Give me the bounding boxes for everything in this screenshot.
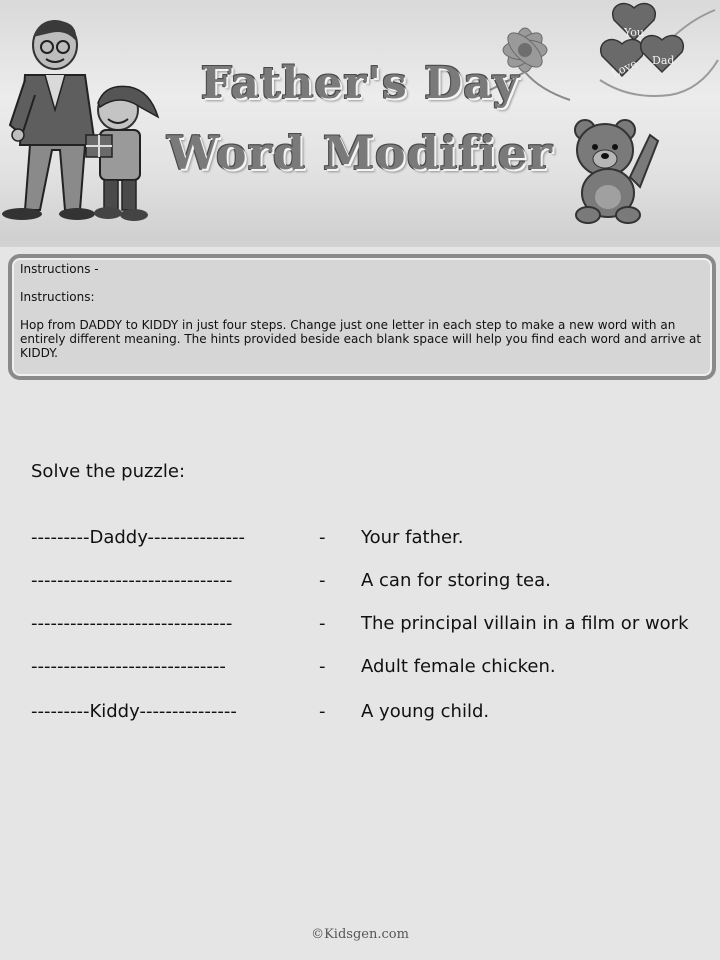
puzzle-word-blank: ---------Daddy--------------- — [31, 527, 245, 548]
puzzle-hint: A can for storing tea. — [361, 570, 551, 591]
puzzle-word-blank: ---------Kiddy--------------- — [31, 701, 237, 722]
hearts-balloons — [570, 0, 720, 110]
instructions-heading-2: Instructions: — [20, 290, 95, 304]
row-separator: - — [319, 656, 326, 677]
title-line-1: Father's Day — [200, 58, 520, 109]
instructions-body: Hop from DADDY to KIDDY in just four steps. Change just one letter in each step to make a new word with an entirely different meaning. The hints provided beside each blank space will help you find each word and arrive at KIDDY. — [20, 318, 702, 360]
instructions-box — [8, 254, 716, 380]
puzzle-row-3 — [31, 613, 720, 637]
puzzle-word-blank: ------------------------------- — [31, 613, 233, 634]
row-separator: - — [319, 613, 326, 634]
heart-label-dad: Dad — [652, 54, 675, 67]
header-banner — [0, 0, 720, 243]
puzzle-word-blank: ------------------------------ — [31, 656, 226, 677]
heart-label-you: You — [624, 26, 645, 39]
puzzle-heading: Solve the puzzle: — [31, 461, 186, 482]
instructions-heading-1: Instructions - — [20, 262, 99, 276]
title-line-2: Word Modifier — [166, 126, 553, 180]
row-separator: - — [319, 527, 326, 548]
puzzle-row-1 — [31, 527, 720, 551]
heart-label-love: Love — [609, 56, 640, 81]
row-separator: - — [319, 570, 326, 591]
teddy-bear-illustration — [570, 115, 660, 225]
row-separator: - — [319, 701, 326, 722]
puzzle-row-5 — [31, 701, 720, 725]
puzzle-word-blank: ------------------------------- — [31, 570, 233, 591]
puzzle-row-4 — [31, 656, 720, 680]
puzzle-hint: Adult female chicken. — [361, 656, 556, 677]
puzzle-hint: A young child. — [361, 701, 490, 722]
father-and-son-illustration — [0, 15, 165, 225]
copyright-footer: ©Kidsgen.com — [311, 927, 409, 942]
puzzle-hint: Your father. — [361, 527, 464, 548]
header-divider — [0, 241, 720, 247]
puzzle-row-2 — [31, 570, 720, 594]
puzzle-hint: The principal villain in a film or work — [361, 613, 689, 634]
